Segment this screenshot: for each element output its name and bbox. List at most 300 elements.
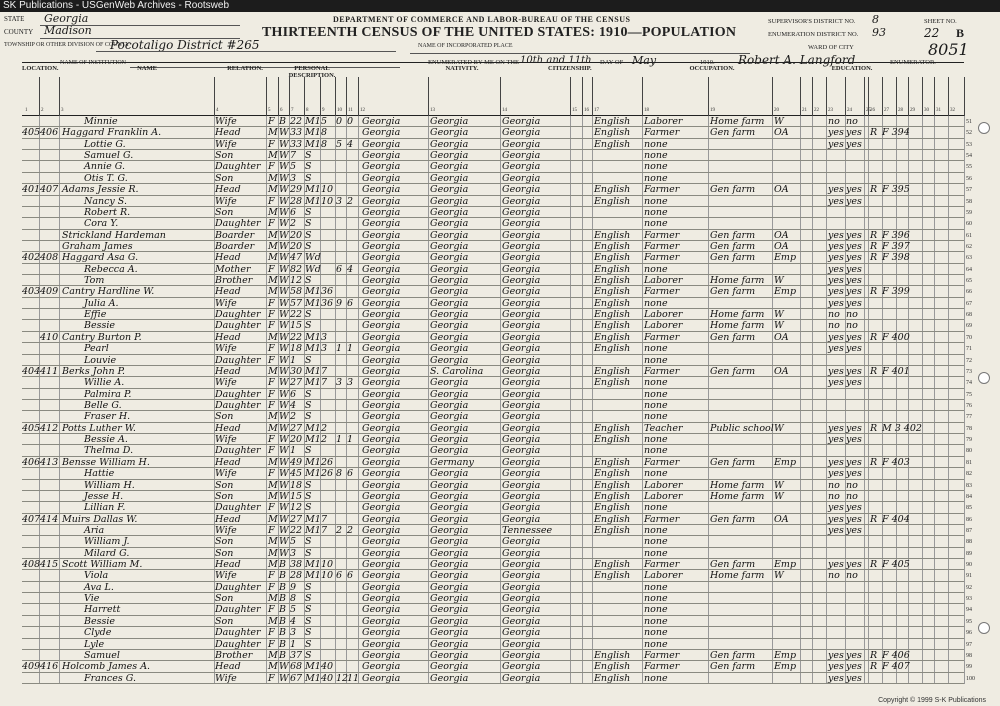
cell-write: yes — [846, 275, 862, 287]
cell-rel: Head — [215, 513, 241, 525]
cell-age: 30 — [290, 365, 303, 377]
cell-sex: F — [268, 116, 275, 127]
cell-fam: 416 — [40, 661, 59, 673]
cell-b2: 6 — [347, 570, 354, 582]
cell-mpob: Georgia — [502, 388, 541, 400]
table-row — [22, 161, 964, 172]
cell-race: B — [279, 581, 286, 593]
cell-name: Effie — [84, 309, 107, 321]
cell-lang: English — [594, 127, 631, 139]
cell-name: Harrett — [84, 604, 121, 616]
cell-ms: M1 — [305, 365, 321, 377]
cell-read: yes — [828, 286, 844, 298]
cell-race: W — [279, 240, 289, 252]
cell-age: 33 — [290, 127, 303, 139]
cell-fam: 410 — [40, 331, 59, 343]
cell-rel: Wife — [215, 343, 237, 355]
cell-trade: none — [644, 161, 668, 173]
cell-pob: Georgia — [362, 638, 401, 650]
cell-yrs: 2 — [321, 422, 328, 434]
cell-rel: Head — [215, 422, 241, 434]
cell-age: 1 — [290, 354, 297, 366]
cell-trade: Farmer — [644, 286, 680, 298]
page-stamp: 8051 — [928, 40, 969, 59]
cell-race: W — [279, 150, 289, 162]
cell-trade: none — [644, 206, 668, 218]
cell-read: yes — [828, 275, 844, 287]
cell-name: Bensse William H. — [62, 456, 150, 468]
cell-fpob: Georgia — [430, 252, 469, 264]
cell-race: W — [279, 309, 289, 321]
line-number: 61 — [966, 232, 972, 239]
cell-read: yes — [828, 365, 844, 377]
cell-sex: M — [268, 422, 278, 434]
cell-ind: Gen farm — [710, 240, 756, 252]
cell-read: yes — [828, 456, 844, 468]
cell-ind: Gen farm — [710, 331, 756, 343]
enumerated-label: ENUMERATED BY ME ON THE — [428, 59, 519, 66]
cell-rel: Boarder — [215, 229, 255, 241]
state-value: Georgia — [44, 12, 89, 25]
cell-mpob: Georgia — [502, 559, 541, 571]
cell-pob: Georgia — [362, 649, 401, 661]
cell-mpob: Georgia — [502, 604, 541, 616]
cell-mpob: Georgia — [502, 354, 541, 366]
cell-fpob: Germany — [430, 456, 474, 468]
cell-age: 58 — [290, 286, 303, 298]
cell-name: Lottie G. — [84, 138, 126, 150]
cell-rel: Wife — [215, 297, 237, 309]
cell-rel: Head — [215, 184, 241, 196]
cell-write: yes — [846, 184, 862, 196]
cell-rel: Wife — [215, 468, 237, 480]
cell-ms: S — [305, 150, 312, 162]
cell-yrs: 26 — [321, 468, 334, 480]
cell-pob: Georgia — [362, 172, 401, 184]
cell-age: 12 — [290, 275, 303, 287]
cell-lang: English — [594, 479, 631, 491]
cell-race: W — [279, 502, 289, 514]
cell-name: Robert R. — [84, 206, 131, 218]
cell-age: 2 — [290, 218, 297, 230]
column-number: 23 — [828, 108, 833, 113]
cell-name: Lillian F. — [84, 502, 126, 514]
cell-age: 33 — [290, 138, 303, 150]
table-row — [22, 480, 964, 491]
cell-fpob: Georgia — [430, 581, 469, 593]
table-row — [22, 650, 964, 661]
cell-read: yes — [828, 661, 844, 673]
cell-mpob: Georgia — [502, 150, 541, 162]
cell-name: Louvie — [84, 354, 117, 366]
cell-rel: Daughter — [215, 218, 261, 230]
cell-ms: M1 — [305, 524, 321, 536]
cell-fpob: Georgia — [430, 468, 469, 480]
cell-write: no — [846, 116, 858, 127]
line-number: 98 — [966, 652, 972, 659]
cell-fpob: Georgia — [430, 400, 469, 411]
column-number: 32 — [950, 108, 955, 113]
cell-stat: R — [870, 661, 878, 673]
cell-race: W — [279, 354, 289, 366]
table-row — [22, 389, 964, 400]
cell-ms: S — [305, 490, 312, 502]
cell-sex: F — [268, 320, 275, 332]
cell-own: F 396 — [882, 229, 910, 241]
cell-ms: S — [305, 229, 312, 241]
column-number: 14 — [502, 108, 507, 113]
cell-stat: R — [870, 229, 878, 241]
cell-ms: S — [305, 593, 312, 605]
cell-name: Julia A. — [84, 297, 119, 309]
cell-ind: Gen farm — [710, 513, 756, 525]
cell-lang: English — [594, 524, 631, 536]
cell-fpob: Georgia — [430, 536, 469, 548]
cell-write: yes — [846, 468, 862, 480]
line-number: 90 — [966, 562, 972, 569]
cell-ms: S — [305, 604, 312, 616]
line-number: 87 — [966, 527, 972, 534]
cell-fpob: Georgia — [430, 593, 469, 605]
cell-b1: 6 — [336, 570, 343, 582]
cell-dw: 405 — [22, 127, 41, 139]
cell-b1: 3 — [336, 195, 343, 207]
cell-read: yes — [828, 331, 844, 343]
cell-name: Holcomb James A. — [62, 661, 151, 673]
cell-rel: Wife — [215, 672, 237, 684]
cell-pob: Georgia — [362, 559, 401, 571]
cell-fpob: Georgia — [430, 116, 469, 127]
column-number: 10 — [337, 108, 342, 113]
cell-age: 12 — [290, 502, 303, 514]
cell-write: yes — [846, 331, 862, 343]
county-label: COUNTY — [4, 28, 34, 36]
cell-fam: 414 — [40, 513, 59, 525]
cell-name: William J. — [84, 536, 130, 548]
table-row — [22, 400, 964, 411]
cell-ms: S — [305, 320, 312, 332]
cell-pob: Georgia — [362, 320, 401, 332]
cell-race: W — [279, 547, 289, 559]
cell-ms: M1 — [305, 434, 321, 446]
table-row — [22, 366, 964, 377]
cell-sex: M — [268, 275, 278, 287]
cell-trade: none — [644, 468, 668, 480]
cell-race: W — [279, 286, 289, 298]
cell-write: no — [846, 309, 858, 321]
table-row — [22, 127, 964, 138]
cell-race: W — [279, 320, 289, 332]
cell-mpob: Georgia — [502, 195, 541, 207]
cell-rel: Head — [215, 456, 241, 468]
cell-pob: Georgia — [362, 672, 401, 684]
cell-read: yes — [828, 343, 844, 355]
cell-cls: OA — [774, 127, 789, 139]
institution-label: NAME OF INSTITUTION — [60, 60, 126, 66]
cell-race: W — [279, 252, 289, 264]
cell-name: Viola — [84, 570, 109, 582]
cell-sex: F — [268, 343, 275, 355]
cell-name: Haggard Franklin A. — [62, 127, 162, 139]
cell-ms: S — [305, 581, 312, 593]
header-citizenship: CITIZENSHIP. — [548, 65, 592, 72]
column-number: 13 — [430, 108, 435, 113]
cell-sex: F — [268, 638, 275, 650]
cell-trade: Farmer — [644, 365, 680, 377]
cell-mpob: Georgia — [502, 536, 541, 548]
table-row — [22, 445, 964, 456]
cell-b1: 1 — [336, 343, 343, 355]
cell-trade: none — [644, 547, 668, 559]
cell-pob: Georgia — [362, 365, 401, 377]
cell-rel: Brother — [215, 649, 253, 661]
cell-mpob: Georgia — [502, 468, 541, 480]
cell-pob: Georgia — [362, 138, 401, 150]
cell-write: yes — [846, 286, 862, 298]
cell-lang: English — [594, 195, 631, 207]
cell-sex: M — [268, 252, 278, 264]
cell-write: yes — [846, 195, 862, 207]
cell-sex: M — [268, 536, 278, 548]
cell-sex: F — [268, 581, 275, 593]
cell-b1: 9 — [336, 297, 343, 309]
cell-fpob: Georgia — [430, 150, 469, 162]
cell-trade: Laborer — [644, 275, 683, 287]
cell-yrs: 7 — [321, 524, 328, 536]
cell-age: 57 — [290, 297, 303, 309]
cell-mpob: Georgia — [502, 252, 541, 264]
ward-label: WARD OF CITY — [808, 44, 854, 51]
cell-race: W — [279, 468, 289, 480]
cell-fpob: Georgia — [430, 240, 469, 252]
cell-trade: Teacher — [644, 422, 683, 434]
cell-race: W — [279, 536, 289, 548]
cell-yrs: 40 — [321, 661, 334, 673]
cell-pob: Georgia — [362, 411, 401, 423]
cell-age: 38 — [290, 559, 303, 571]
cell-trade: none — [644, 400, 668, 411]
cell-rel: Head — [215, 286, 241, 298]
cell-write: no — [846, 320, 858, 332]
cell-age: 28 — [290, 570, 303, 582]
column-number: 31 — [936, 108, 941, 113]
cell-ms: M1 — [305, 116, 321, 127]
cell-pob: Georgia — [362, 184, 401, 196]
column-number: 2 — [41, 108, 44, 113]
cell-b2: 0 — [347, 116, 354, 127]
cell-cls: W — [774, 116, 784, 127]
census-title: THIRTEENTH CENSUS OF THE UNITED STATES: 1910—POPULATION — [262, 25, 737, 40]
cell-fam: 409 — [40, 286, 59, 298]
line-number: 94 — [966, 607, 972, 614]
cell-mpob: Georgia — [502, 138, 541, 150]
cell-b1: 6 — [336, 263, 343, 275]
cell-ind: Gen farm — [710, 559, 756, 571]
cell-mpob: Georgia — [502, 547, 541, 559]
cell-mpob: Georgia — [502, 320, 541, 332]
line-number: 51 — [966, 119, 972, 125]
cell-cls: W — [774, 275, 784, 287]
cell-age: 3 — [290, 627, 297, 639]
cell-ind: Gen farm — [710, 229, 756, 241]
cell-ind: Gen farm — [710, 649, 756, 661]
cell-ms: S — [305, 479, 312, 491]
table-row — [22, 207, 964, 218]
cell-mpob: Georgia — [502, 581, 541, 593]
cell-write: no — [846, 570, 858, 582]
cell-name: Haggard Asa G. — [62, 252, 139, 264]
cell-name: Jesse H. — [84, 490, 124, 502]
cell-trade: Farmer — [644, 456, 680, 468]
column-number: 26 — [870, 108, 875, 113]
cell-trade: Laborer — [644, 479, 683, 491]
cell-write: yes — [846, 434, 862, 446]
cell-pob: Georgia — [362, 206, 401, 218]
cell-fpob: Georgia — [430, 218, 469, 230]
cell-yrs: 8 — [321, 127, 328, 139]
cell-trade: Farmer — [644, 240, 680, 252]
cell-rel: Boarder — [215, 240, 255, 252]
cell-trade: Farmer — [644, 649, 680, 661]
cell-read: yes — [828, 377, 844, 389]
cell-yrs: 3 — [321, 331, 328, 343]
cell-read: no — [828, 116, 840, 127]
cell-own: F 394 — [882, 127, 910, 139]
cell-race: B — [279, 627, 286, 639]
cell-b2: 2 — [347, 524, 354, 536]
cell-sex: F — [268, 445, 275, 457]
cell-sex: M — [268, 150, 278, 162]
cell-rel: Daughter — [215, 581, 261, 593]
cell-mpob: Tennessee — [502, 524, 553, 536]
cell-name: Cantry Hardline W. — [62, 286, 155, 298]
cell-read: yes — [828, 672, 844, 684]
line-number: 78 — [966, 425, 972, 432]
cell-dw: 408 — [22, 559, 41, 571]
cell-pob: Georgia — [362, 604, 401, 616]
cell-lang: English — [594, 422, 631, 434]
cell-lang: English — [594, 490, 631, 502]
cell-ind: Home farm — [710, 309, 765, 321]
cell-ind: Gen farm — [710, 365, 756, 377]
cell-name: Frances G. — [84, 672, 137, 684]
cell-yrs: 36 — [321, 297, 334, 309]
cell-race: W — [279, 331, 289, 343]
cell-read: yes — [828, 649, 844, 661]
cell-pob: Georgia — [362, 240, 401, 252]
cell-age: 45 — [290, 468, 303, 480]
cell-cls: Emp — [774, 456, 797, 468]
cell-stat: R — [870, 331, 878, 343]
cell-ms: M1 — [305, 661, 321, 673]
cell-age: 2 — [290, 411, 297, 423]
cell-race: W — [279, 138, 289, 150]
cell-mpob: Georgia — [502, 400, 541, 411]
line-number: 63 — [966, 255, 972, 262]
cell-stat: R — [870, 649, 878, 661]
cell-fpob: Georgia — [430, 411, 469, 423]
cell-rel: Head — [215, 127, 241, 139]
table-row — [22, 491, 964, 502]
line-number: 91 — [966, 573, 972, 580]
cell-sex: M — [268, 240, 278, 252]
cell-trade: Laborer — [644, 320, 683, 332]
cell-trade: none — [644, 172, 668, 184]
cell-fam: 415 — [40, 559, 59, 571]
cell-cls: OA — [774, 365, 789, 377]
cell-lang: English — [594, 649, 631, 661]
cell-ms: M1 — [305, 343, 321, 355]
table-row — [22, 536, 964, 547]
cell-ms: S — [305, 354, 312, 366]
table-row — [22, 548, 964, 559]
cell-fpob: Georgia — [430, 422, 469, 434]
cell-trade: none — [644, 343, 668, 355]
column-number: 3 — [61, 108, 64, 113]
cell-b2: 3 — [347, 377, 354, 389]
cell-stat: R — [870, 422, 878, 434]
line-number: 92 — [966, 584, 972, 591]
cell-trade: Laborer — [644, 309, 683, 321]
cell-lang: English — [594, 275, 631, 287]
cell-ms: S — [305, 615, 312, 627]
cell-ind: Home farm — [710, 479, 765, 491]
cell-ms: S — [305, 400, 312, 411]
cell-name: Bessie — [84, 320, 116, 332]
column-number: 11 — [348, 108, 353, 113]
cell-name: Annie G. — [84, 161, 126, 173]
cell-read: yes — [828, 252, 844, 264]
cell-pob: Georgia — [362, 297, 401, 309]
cell-own: F 400 — [882, 331, 910, 343]
cell-rel: Son — [215, 547, 234, 559]
month-value: May — [632, 54, 657, 67]
cell-age: 22 — [290, 309, 303, 321]
cell-pob: Georgia — [362, 127, 401, 139]
cell-rel: Head — [215, 365, 241, 377]
cell-b2: 2 — [347, 195, 354, 207]
cell-lang: English — [594, 559, 631, 571]
cell-race: W — [279, 343, 289, 355]
cell-ms: S — [305, 309, 312, 321]
cell-mpob: Georgia — [502, 456, 541, 468]
cell-sex: F — [268, 502, 275, 514]
column-number: 28 — [898, 108, 903, 113]
cell-ms: S — [305, 275, 312, 287]
cell-race: W — [279, 218, 289, 230]
cell-write: yes — [846, 672, 862, 684]
cell-rel: Head — [215, 559, 241, 571]
cell-ms: M1 — [305, 377, 321, 389]
column-number: 21 — [802, 108, 807, 113]
cell-fam: 406 — [40, 127, 59, 139]
cell-age: 5 — [290, 604, 297, 616]
cell-pob: Georgia — [362, 161, 401, 173]
cell-name: Adams Jessie R. — [62, 184, 139, 196]
cell-age: 28 — [290, 195, 303, 207]
cell-fpob: Georgia — [430, 343, 469, 355]
cell-lang: English — [594, 331, 631, 343]
cell-sex: F — [268, 297, 275, 309]
cell-write: yes — [846, 661, 862, 673]
table-row — [22, 559, 964, 570]
column-number: 25 — [866, 108, 871, 113]
table-row — [22, 286, 964, 297]
cell-sex: M — [268, 411, 278, 423]
cell-dw: 401 — [22, 184, 41, 196]
cell-write: yes — [846, 138, 862, 150]
cell-name: Potts Luther W. — [62, 422, 136, 434]
